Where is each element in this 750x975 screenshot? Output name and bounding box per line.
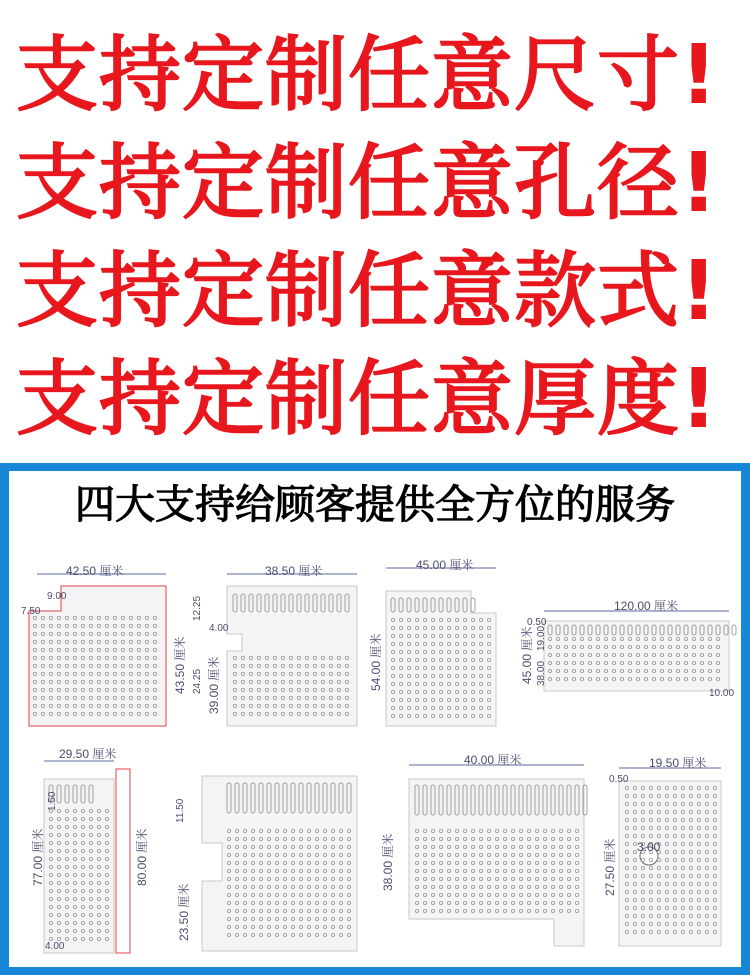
board-5-height: 77.00 厘米 — [31, 828, 45, 886]
board-4-width: 120.00 厘米 — [614, 599, 679, 613]
board-1-side-label: 7.50 — [21, 606, 41, 617]
board-1-width: 42.50 厘米 — [66, 564, 124, 578]
board-4-drawing — [514, 601, 739, 701]
board-3-height: 54.00 厘米 — [369, 633, 383, 691]
board-diagram-2 — [187, 566, 367, 736]
board-1-height: 43.50 厘米 — [173, 636, 187, 694]
board-8-drawing — [599, 756, 739, 956]
board-diagram-1 — [21, 566, 191, 736]
board-6-drawing — [167, 761, 367, 961]
board-3-width: 45.00 厘米 — [416, 558, 474, 572]
board-4-corner-label: 10.00 — [709, 688, 735, 699]
board-2-top-label: 12.25 — [192, 595, 203, 621]
board-7-height: 38.00 厘米 — [381, 833, 395, 891]
board-diagram-5 — [29, 747, 169, 961]
board-diagram-8 — [599, 756, 739, 956]
board-5-bottom-label: 4.00 — [45, 941, 65, 952]
board-7-width: 40.00 厘米 — [464, 753, 522, 767]
board-5-height-outer: 80.00 厘米 — [135, 828, 149, 886]
board-6-height: 23.50 厘米 — [177, 883, 191, 941]
board-2-width: 38.50 厘米 — [265, 564, 323, 578]
slogan-size: 支持定制任意尺寸! — [16, 28, 719, 123]
board-diagram-3 — [371, 556, 511, 736]
service-panel-body — [9, 471, 741, 967]
board-5-top-label: 1.50 — [47, 791, 58, 811]
board-4-side-label-a: 19.00 — [536, 625, 547, 651]
board-4-height: 45.00 厘米 — [520, 626, 534, 684]
board-8-hole-label: 3.00 — [637, 840, 661, 854]
board-7-drawing — [379, 751, 589, 961]
slogan-thickness: 支持定制任意厚度! — [16, 352, 719, 447]
board-diagram-4 — [514, 601, 739, 701]
board-8-height: 27.50 厘米 — [603, 838, 617, 896]
board-4-side-label-b: 38.00 — [536, 660, 547, 686]
slogan-banner — [0, 0, 750, 458]
board-2-notch-label: 4.00 — [209, 623, 229, 634]
board-2-lower-label: 24.25 — [192, 668, 203, 694]
service-panel — [0, 463, 750, 975]
board-4-offset-label: 0.50 — [527, 617, 547, 628]
panel-title: 四大支持给顾客提供全方位的服务 — [75, 482, 675, 528]
board-3-drawing — [371, 556, 511, 736]
board-diagram-6 — [167, 761, 367, 961]
board-6-top-label: 11.50 — [175, 798, 186, 823]
board-2-height: 39.00 厘米 — [207, 656, 221, 714]
slogan-style: 支持定制任意款式! — [16, 244, 719, 339]
board-5-width: 29.50 厘米 — [59, 747, 117, 761]
board-slot — [732, 625, 736, 635]
board-8-width: 19.50 厘米 — [649, 756, 707, 770]
board-1-notch-label: 9.00 — [47, 591, 67, 602]
slogan-hole-diameter: 支持定制任意孔径! — [16, 136, 719, 231]
board-diagram-7 — [379, 751, 589, 961]
board-slot — [471, 598, 475, 612]
board-8-offset-label: 0.50 — [609, 774, 629, 785]
